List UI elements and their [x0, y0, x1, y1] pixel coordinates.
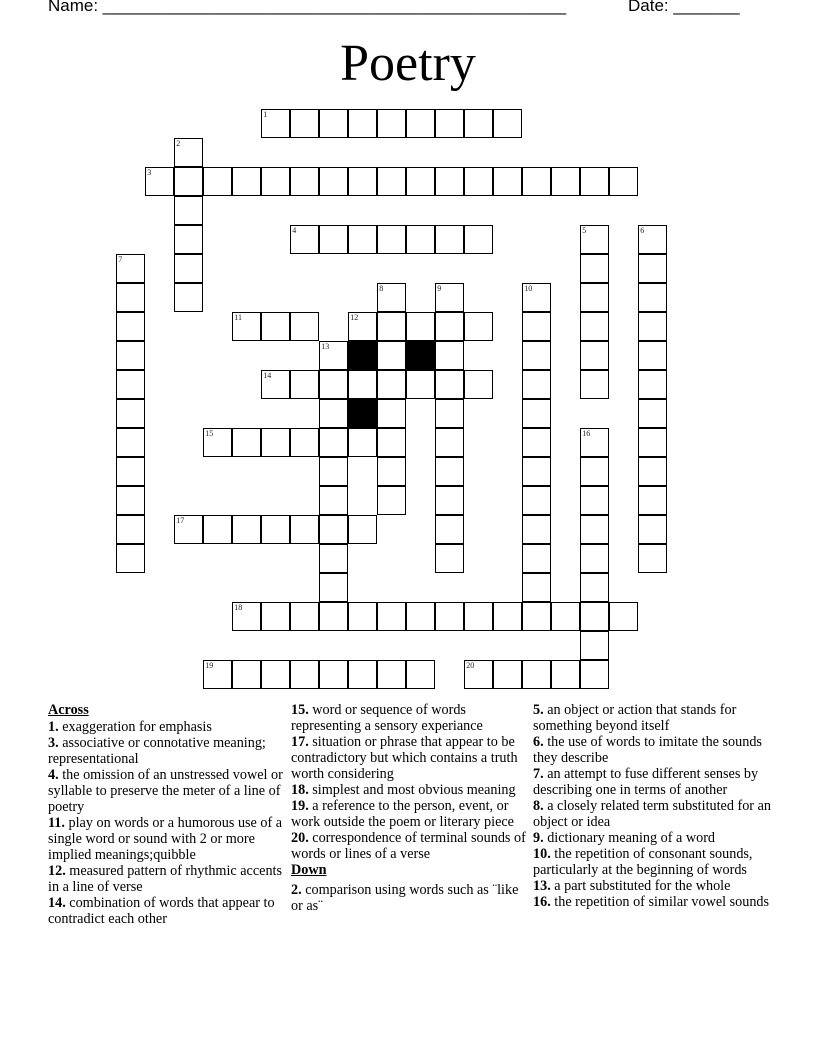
grid-cell[interactable] — [551, 660, 580, 689]
grid-cell[interactable] — [580, 544, 609, 573]
grid-cell[interactable] — [116, 399, 145, 428]
grid-cell[interactable] — [116, 544, 145, 573]
clue-number: 8. — [533, 798, 544, 814]
clue-item — [291, 782, 531, 798]
clue-number: 14 — [263, 371, 272, 381]
grid-cell[interactable] — [116, 370, 145, 399]
grid-cell[interactable] — [290, 167, 319, 196]
grid-cell[interactable] — [377, 602, 406, 631]
grid-cell[interactable] — [203, 660, 232, 689]
clue-number: 20 — [466, 661, 475, 671]
grid-cell[interactable] — [464, 109, 493, 138]
down-heading: Down — [291, 862, 327, 878]
grid-cell[interactable] — [232, 167, 261, 196]
grid-cell[interactable] — [290, 515, 319, 544]
clue-number: 6 — [640, 226, 645, 236]
clue-text: word or sequence of words representing a sensory experiance — [291, 702, 483, 734]
clue-number: 12. — [48, 863, 66, 879]
grid-cell[interactable] — [493, 660, 522, 689]
clue-number: 10. — [533, 846, 551, 862]
clue-number: 13 — [321, 342, 330, 352]
clue-number: 9. — [533, 830, 544, 846]
grid-cell[interactable] — [348, 109, 377, 138]
clue-item — [533, 766, 773, 798]
grid-cell[interactable] — [580, 225, 609, 254]
grid-cell[interactable] — [261, 312, 290, 341]
grid-cell[interactable] — [580, 283, 609, 312]
clue-text: exaggeration for emphasis — [58, 719, 212, 735]
grid-cell[interactable] — [116, 428, 145, 457]
grid-cell[interactable] — [435, 486, 464, 515]
grid-cell[interactable] — [203, 428, 232, 457]
grid-cell[interactable] — [290, 225, 319, 254]
grid-cell[interactable] — [377, 428, 406, 457]
clue-number: 3. — [48, 735, 59, 751]
grid-cell[interactable] — [377, 225, 406, 254]
grid-cell[interactable] — [464, 602, 493, 631]
date-field[interactable]: Date: _______ — [628, 0, 740, 15]
clue-number: 18. — [291, 782, 309, 798]
grid-cell[interactable] — [261, 109, 290, 138]
grid-cell[interactable] — [290, 109, 319, 138]
grid-cell[interactable] — [377, 341, 406, 370]
clue-item — [48, 863, 284, 895]
grid-cell[interactable] — [203, 515, 232, 544]
grid-cell[interactable] — [232, 312, 261, 341]
clue-number: 7. — [533, 766, 544, 782]
grid-cell[interactable] — [464, 370, 493, 399]
grid-cell[interactable] — [580, 660, 609, 689]
grid-cell[interactable] — [580, 254, 609, 283]
grid-cell[interactable] — [435, 225, 464, 254]
clue-number: 19. — [291, 798, 309, 814]
clue-number: 11 — [234, 313, 242, 323]
grid-cell[interactable] — [522, 660, 551, 689]
grid-cell[interactable] — [638, 370, 667, 399]
clue-text: situation or phrase that appear to be contradictory but which contains a truth worth considering — [291, 734, 518, 782]
grid-cell[interactable] — [638, 457, 667, 486]
grid-cell[interactable] — [551, 167, 580, 196]
grid-cell[interactable] — [638, 399, 667, 428]
grid-cell[interactable] — [377, 660, 406, 689]
clue-number: 4. — [48, 767, 59, 783]
clue-item — [291, 702, 531, 734]
grid-cell[interactable] — [116, 283, 145, 312]
grid-cell[interactable] — [522, 167, 551, 196]
grid-cell[interactable] — [377, 167, 406, 196]
grid-cell[interactable] — [580, 341, 609, 370]
grid-cell[interactable] — [290, 370, 319, 399]
grid-cell[interactable] — [435, 312, 464, 341]
grid-cell[interactable] — [261, 370, 290, 399]
clue-number: 15. — [291, 702, 309, 718]
clue-item — [48, 895, 284, 927]
grid-cell[interactable] — [319, 457, 348, 486]
clue-number: 1. — [48, 719, 59, 735]
clue-number: 5. — [533, 702, 544, 718]
grid-cell[interactable] — [116, 515, 145, 544]
grid-cell[interactable] — [435, 109, 464, 138]
grid-cell[interactable] — [348, 602, 377, 631]
grid-cell[interactable] — [377, 109, 406, 138]
clue-item — [291, 830, 531, 862]
grid-cell[interactable] — [406, 660, 435, 689]
grid-cell[interactable] — [145, 167, 174, 196]
grid-cell[interactable] — [174, 254, 203, 283]
grid-cell[interactable] — [319, 109, 348, 138]
grid-cell[interactable] — [580, 167, 609, 196]
grid-cell[interactable] — [435, 457, 464, 486]
clue-item — [291, 798, 531, 830]
page-title: Poetry — [340, 35, 476, 92]
blocked-cell — [348, 399, 377, 428]
clue-text: the repetition of consonant sounds, particularly at the beginning of words — [533, 846, 753, 878]
grid-cell[interactable] — [406, 370, 435, 399]
clues-column-1 — [48, 702, 284, 927]
grid-cell[interactable] — [435, 370, 464, 399]
grid-cell[interactable] — [377, 399, 406, 428]
clue-number: 4 — [292, 226, 297, 236]
grid-cell[interactable] — [290, 660, 319, 689]
clue-text: measured pattern of rhythmic accents in a line of verse — [48, 863, 283, 895]
grid-cell[interactable] — [174, 225, 203, 254]
clue-item — [48, 767, 284, 815]
grid-cell[interactable] — [522, 370, 551, 399]
clue-item — [291, 734, 531, 782]
clue-text: simplest and most obvious meaning — [308, 782, 516, 798]
grid-cell[interactable] — [116, 312, 145, 341]
across-heading: Across — [48, 702, 89, 718]
grid-cell[interactable] — [261, 428, 290, 457]
clue-number: 5 — [582, 226, 587, 236]
clue-text: comparison using words such as ¨like or as¨ — [291, 882, 519, 914]
grid-cell[interactable] — [464, 167, 493, 196]
clue-item — [48, 719, 284, 735]
grid-cell[interactable] — [580, 486, 609, 515]
grid-cell[interactable] — [319, 341, 348, 370]
grid-cell[interactable] — [319, 602, 348, 631]
grid-cell[interactable] — [290, 602, 319, 631]
grid-cell[interactable] — [348, 428, 377, 457]
grid-cell[interactable] — [377, 312, 406, 341]
grid-cell[interactable] — [348, 167, 377, 196]
clue-item — [533, 734, 773, 766]
clue-text: an object or action that stands for something beyond itself — [533, 702, 737, 734]
worksheet-header — [48, 0, 740, 16]
grid-cell[interactable] — [319, 428, 348, 457]
grid-cell[interactable] — [319, 573, 348, 602]
clue-item — [291, 882, 531, 914]
grid-cell[interactable] — [406, 167, 435, 196]
grid-cell[interactable] — [522, 573, 551, 602]
grid-cell[interactable] — [319, 225, 348, 254]
name-field[interactable]: Name: _________________________________________________ — [48, 0, 567, 15]
grid-cell[interactable] — [580, 602, 609, 631]
grid-cell[interactable] — [319, 399, 348, 428]
grid-cell[interactable] — [435, 167, 464, 196]
clue-text: the omission of an unstressed vowel or syllable to preserve the meter of a line of poetry — [48, 767, 283, 815]
grid-cell[interactable] — [348, 370, 377, 399]
grid-cell[interactable] — [435, 399, 464, 428]
grid-cell[interactable] — [261, 167, 290, 196]
crossword-grid — [117, 110, 677, 700]
grid-cell[interactable] — [580, 370, 609, 399]
grid-cell[interactable] — [348, 660, 377, 689]
grid-cell[interactable] — [348, 312, 377, 341]
grid-cell[interactable] — [580, 457, 609, 486]
grid-cell[interactable] — [522, 283, 551, 312]
grid-cell[interactable] — [638, 428, 667, 457]
grid-cell[interactable] — [435, 602, 464, 631]
grid-cell[interactable] — [522, 399, 551, 428]
grid-cell[interactable] — [232, 602, 261, 631]
grid-cell[interactable] — [406, 602, 435, 631]
grid-cell[interactable] — [638, 283, 667, 312]
clue-text: associative or connotative meaning; representational — [48, 735, 266, 767]
clue-item — [533, 798, 773, 830]
clue-number: 13. — [533, 878, 551, 894]
clue-text: the use of words to imitate the sounds they describe — [533, 734, 762, 766]
grid-cell[interactable] — [580, 515, 609, 544]
grid-cell[interactable] — [551, 602, 580, 631]
clue-number: 3 — [147, 168, 152, 178]
grid-cell[interactable] — [609, 602, 638, 631]
grid-cell[interactable] — [319, 660, 348, 689]
grid-cell[interactable] — [203, 167, 232, 196]
clue-number: 10 — [524, 284, 533, 294]
grid-cell[interactable] — [348, 225, 377, 254]
clue-number: 8 — [379, 284, 384, 294]
grid-cell[interactable] — [319, 486, 348, 515]
grid-cell[interactable] — [377, 370, 406, 399]
grid-cell[interactable] — [406, 109, 435, 138]
grid-cell[interactable] — [406, 312, 435, 341]
grid-cell[interactable] — [522, 312, 551, 341]
grid-cell[interactable] — [406, 225, 435, 254]
clue-item — [48, 735, 284, 767]
clue-text: dictionary meaning of a word — [543, 830, 716, 846]
clue-number: 7 — [118, 255, 123, 265]
grid-cell[interactable] — [638, 341, 667, 370]
clue-number: 17. — [291, 734, 309, 750]
grid-cell[interactable] — [174, 196, 203, 225]
grid-cell[interactable] — [261, 515, 290, 544]
grid-cell[interactable] — [435, 544, 464, 573]
grid-cell[interactable] — [348, 515, 377, 544]
grid-cell[interactable] — [116, 341, 145, 370]
grid-cell[interactable] — [522, 457, 551, 486]
grid-cell[interactable] — [116, 457, 145, 486]
grid-cell[interactable] — [261, 602, 290, 631]
clue-number: 12 — [350, 313, 359, 323]
grid-cell[interactable] — [174, 515, 203, 544]
clue-number: 6. — [533, 734, 544, 750]
clue-number: 16 — [582, 429, 591, 439]
clue-number: 2 — [176, 139, 181, 149]
clue-item — [533, 846, 773, 878]
grid-cell[interactable] — [319, 167, 348, 196]
grid-cell[interactable] — [580, 428, 609, 457]
clue-text: a closely related term substituted for an object or idea — [533, 798, 771, 830]
grid-cell[interactable] — [290, 428, 319, 457]
clues-column-2 — [291, 702, 531, 914]
grid-cell[interactable] — [522, 486, 551, 515]
clue-item — [533, 702, 773, 734]
grid-cell[interactable] — [493, 167, 522, 196]
clue-text: a part substituted for the whole — [550, 878, 731, 894]
clue-text: an attempt to fuse different senses by describing one in terms of another — [533, 766, 759, 798]
clue-text: combination of words that appear to contradict each other — [48, 895, 275, 927]
grid-cell[interactable] — [522, 428, 551, 457]
clue-text: play on words or a humorous use of a single word or sound with 2 or more implied meanings;quibble — [48, 815, 283, 863]
grid-cell[interactable] — [522, 544, 551, 573]
grid-cell[interactable] — [522, 602, 551, 631]
grid-cell[interactable] — [232, 428, 261, 457]
grid-cell[interactable] — [377, 486, 406, 515]
clue-number: 20. — [291, 830, 309, 846]
clue-text: the repetition of similar vowel sounds — [550, 894, 770, 910]
clue-number: 19 — [205, 661, 214, 671]
grid-cell[interactable] — [638, 486, 667, 515]
clue-item — [533, 894, 773, 910]
grid-cell[interactable] — [580, 312, 609, 341]
grid-cell[interactable] — [464, 312, 493, 341]
clue-number: 14. — [48, 895, 66, 911]
clue-number: 17 — [176, 516, 185, 526]
grid-cell[interactable] — [464, 660, 493, 689]
clue-number: 9 — [437, 284, 442, 294]
clue-number: 1 — [263, 110, 268, 120]
grid-cell[interactable] — [174, 167, 203, 196]
grid-cell[interactable] — [116, 254, 145, 283]
clue-item — [533, 878, 773, 894]
grid-cell[interactable] — [435, 428, 464, 457]
grid-cell[interactable] — [377, 457, 406, 486]
grid-cell[interactable] — [435, 515, 464, 544]
grid-cell[interactable] — [638, 515, 667, 544]
clue-item — [48, 815, 284, 863]
grid-cell[interactable] — [290, 312, 319, 341]
grid-cell[interactable] — [638, 225, 667, 254]
grid-cell[interactable] — [319, 544, 348, 573]
grid-cell[interactable] — [638, 254, 667, 283]
grid-cell[interactable] — [174, 283, 203, 312]
grid-cell[interactable] — [493, 109, 522, 138]
clue-number: 11. — [48, 815, 65, 831]
grid-cell[interactable] — [580, 573, 609, 602]
grid-cell[interactable] — [116, 486, 145, 515]
grid-cell[interactable] — [638, 312, 667, 341]
clue-number: 15 — [205, 429, 214, 439]
blocked-cell — [406, 341, 435, 370]
grid-cell[interactable] — [377, 283, 406, 312]
clues-column-3 — [533, 702, 773, 910]
clue-number: 2. — [291, 882, 302, 898]
grid-cell[interactable] — [174, 138, 203, 167]
clue-text: a reference to the person, event, or work outside the poem or literary piece — [291, 798, 514, 830]
grid-cell[interactable] — [638, 544, 667, 573]
grid-cell[interactable] — [319, 370, 348, 399]
clue-number: 16. — [533, 894, 551, 910]
grid-cell[interactable] — [261, 660, 290, 689]
grid-cell[interactable] — [580, 631, 609, 660]
grid-cell[interactable] — [232, 515, 261, 544]
clue-number: 18 — [234, 603, 243, 613]
grid-cell[interactable] — [232, 660, 261, 689]
grid-cell[interactable] — [435, 283, 464, 312]
grid-cell[interactable] — [522, 515, 551, 544]
clue-item — [533, 830, 773, 846]
grid-cell[interactable] — [493, 602, 522, 631]
clue-text: correspondence of terminal sounds of words or lines of a verse — [291, 830, 526, 862]
blocked-cell — [348, 341, 377, 370]
grid-cell[interactable] — [435, 341, 464, 370]
grid-cell[interactable] — [609, 167, 638, 196]
grid-cell[interactable] — [464, 225, 493, 254]
grid-cell[interactable] — [522, 341, 551, 370]
grid-cell[interactable] — [319, 515, 348, 544]
